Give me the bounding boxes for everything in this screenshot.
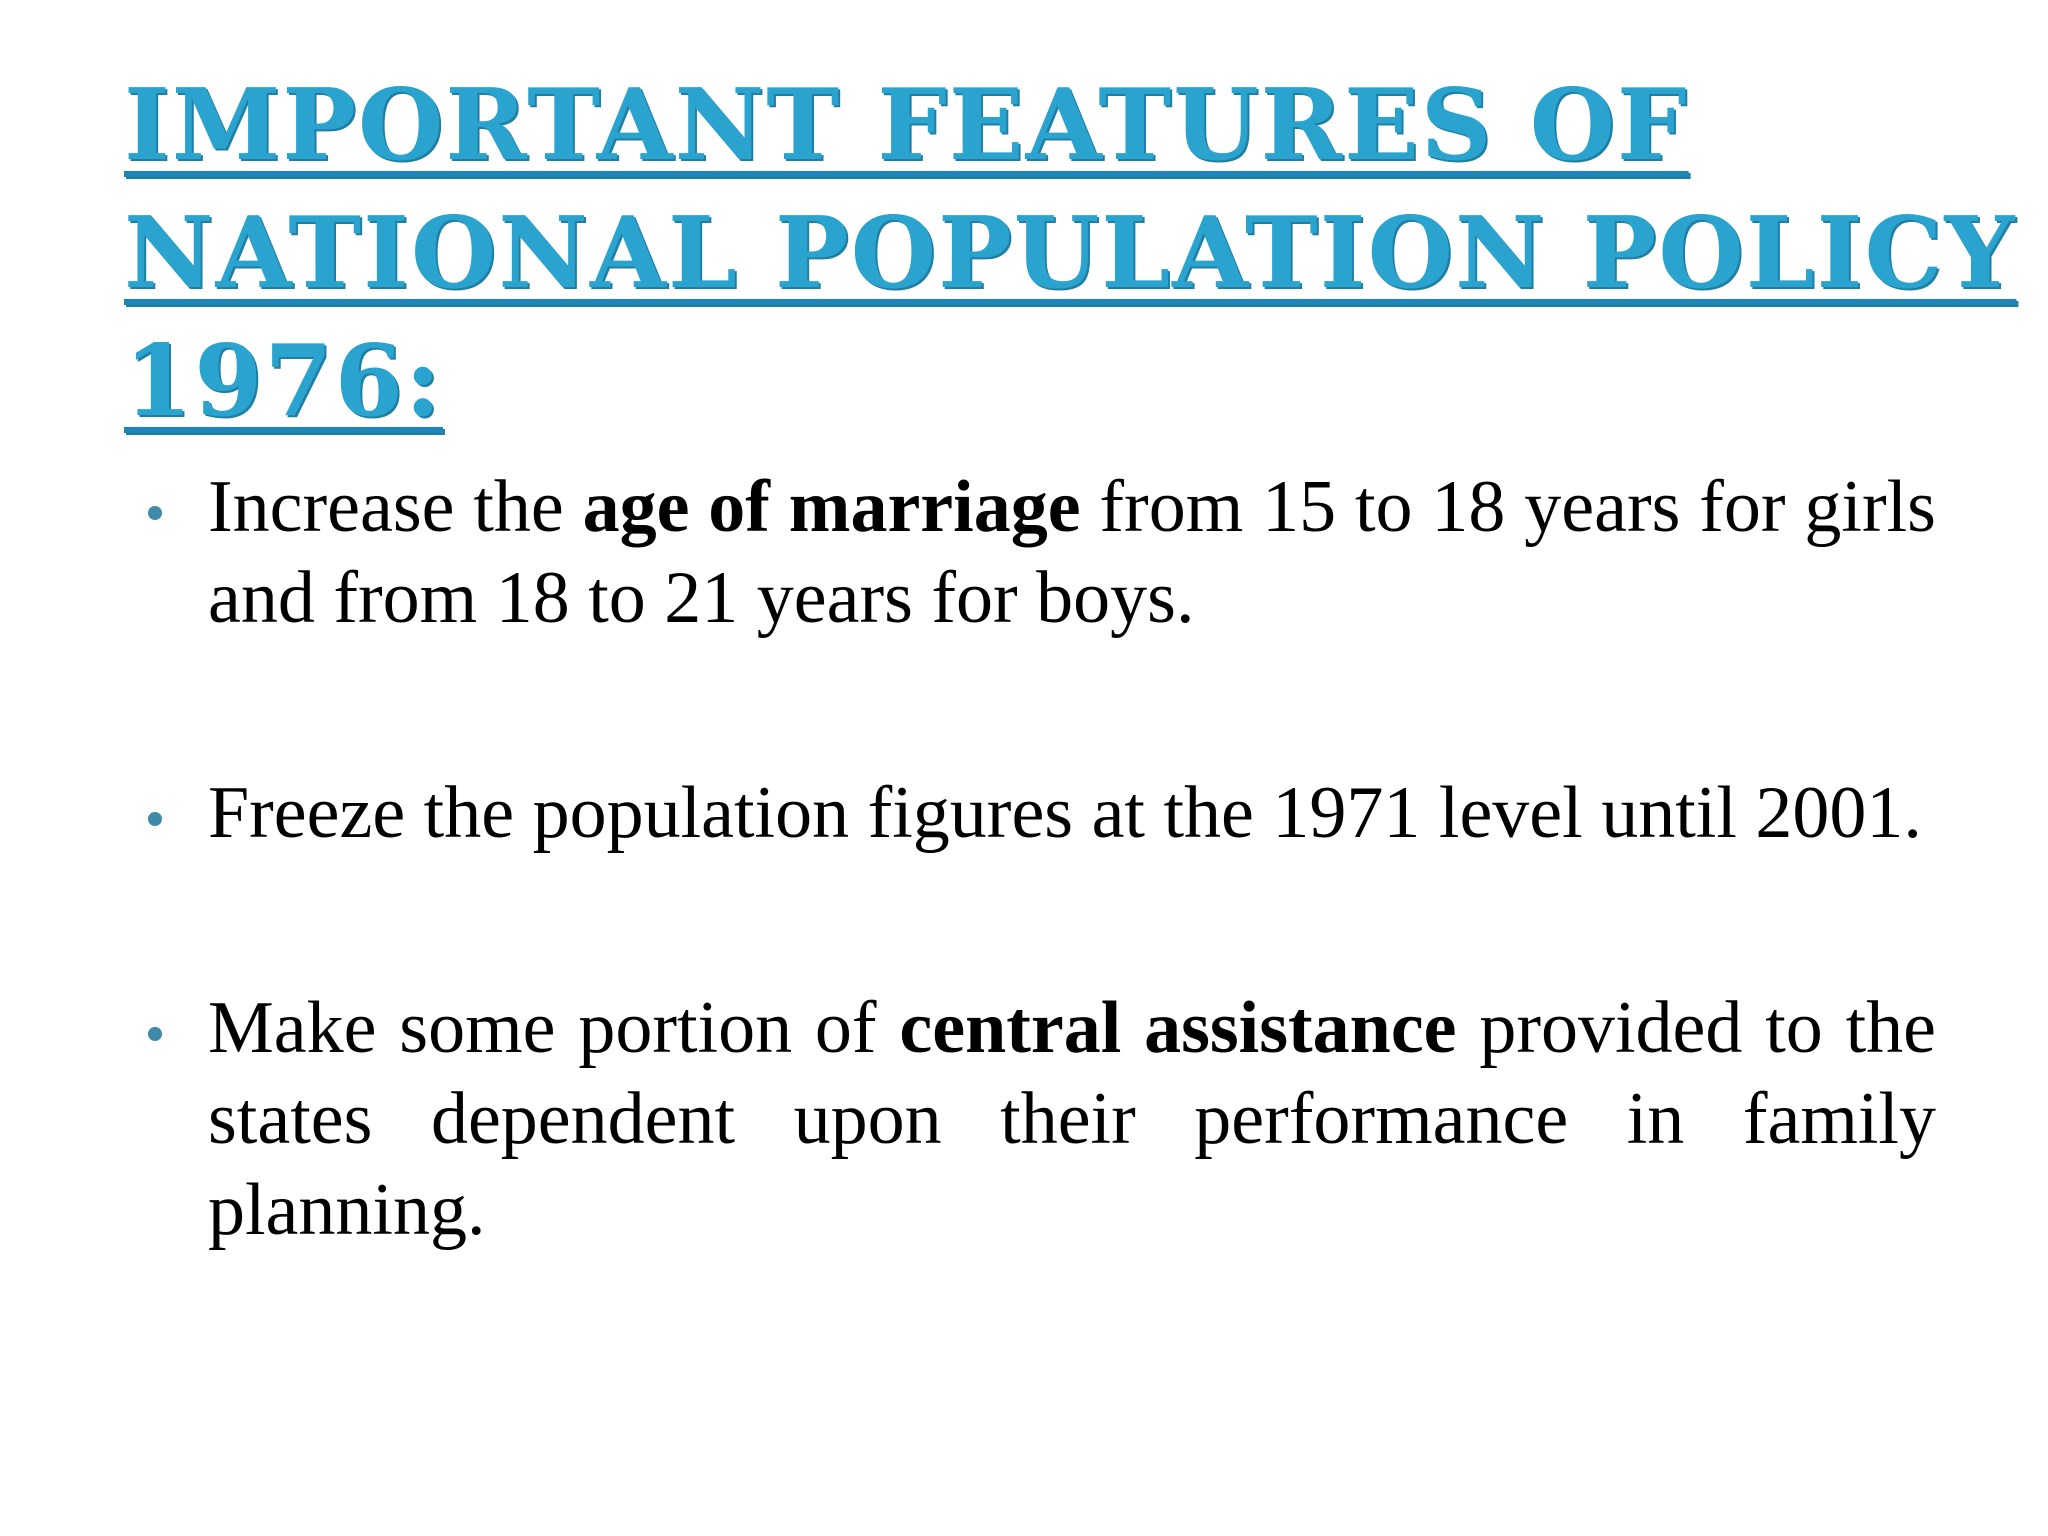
slide-title [124,62,2017,446]
bullet-dot-icon [148,506,162,520]
title-line-1: IMPORTANT FEATURES OF [124,68,1689,183]
bullet-text-end: provided to the states dependent upon their performance in family planning. [208,987,1936,1251]
title-line-2: NATIONAL POPULATION POLICY [124,196,2017,311]
bullet-text-start: Increase the [208,466,583,548]
bullet-list [148,462,1936,1256]
bullet-emphasis: age of marriage [582,466,1081,548]
bullet-dot-icon [148,812,162,826]
bullet-dot-icon [148,1027,162,1041]
bullet-item-population-freeze [148,768,1936,859]
bullet-item-central-assistance [148,983,1936,1256]
title-line-3: 1976: [124,324,443,439]
bullet-text-end: from 15 to 18 years for girls and from 18 to 21 years for boys. [208,466,1936,639]
bullet-text-start: Freeze the population figures at the 1971 level until 2001. [208,772,1922,854]
bullet-emphasis: central assistance [899,987,1457,1069]
bullet-text-start: Make some portion of [208,987,900,1069]
bullet-item-marriage-age [148,462,1936,644]
